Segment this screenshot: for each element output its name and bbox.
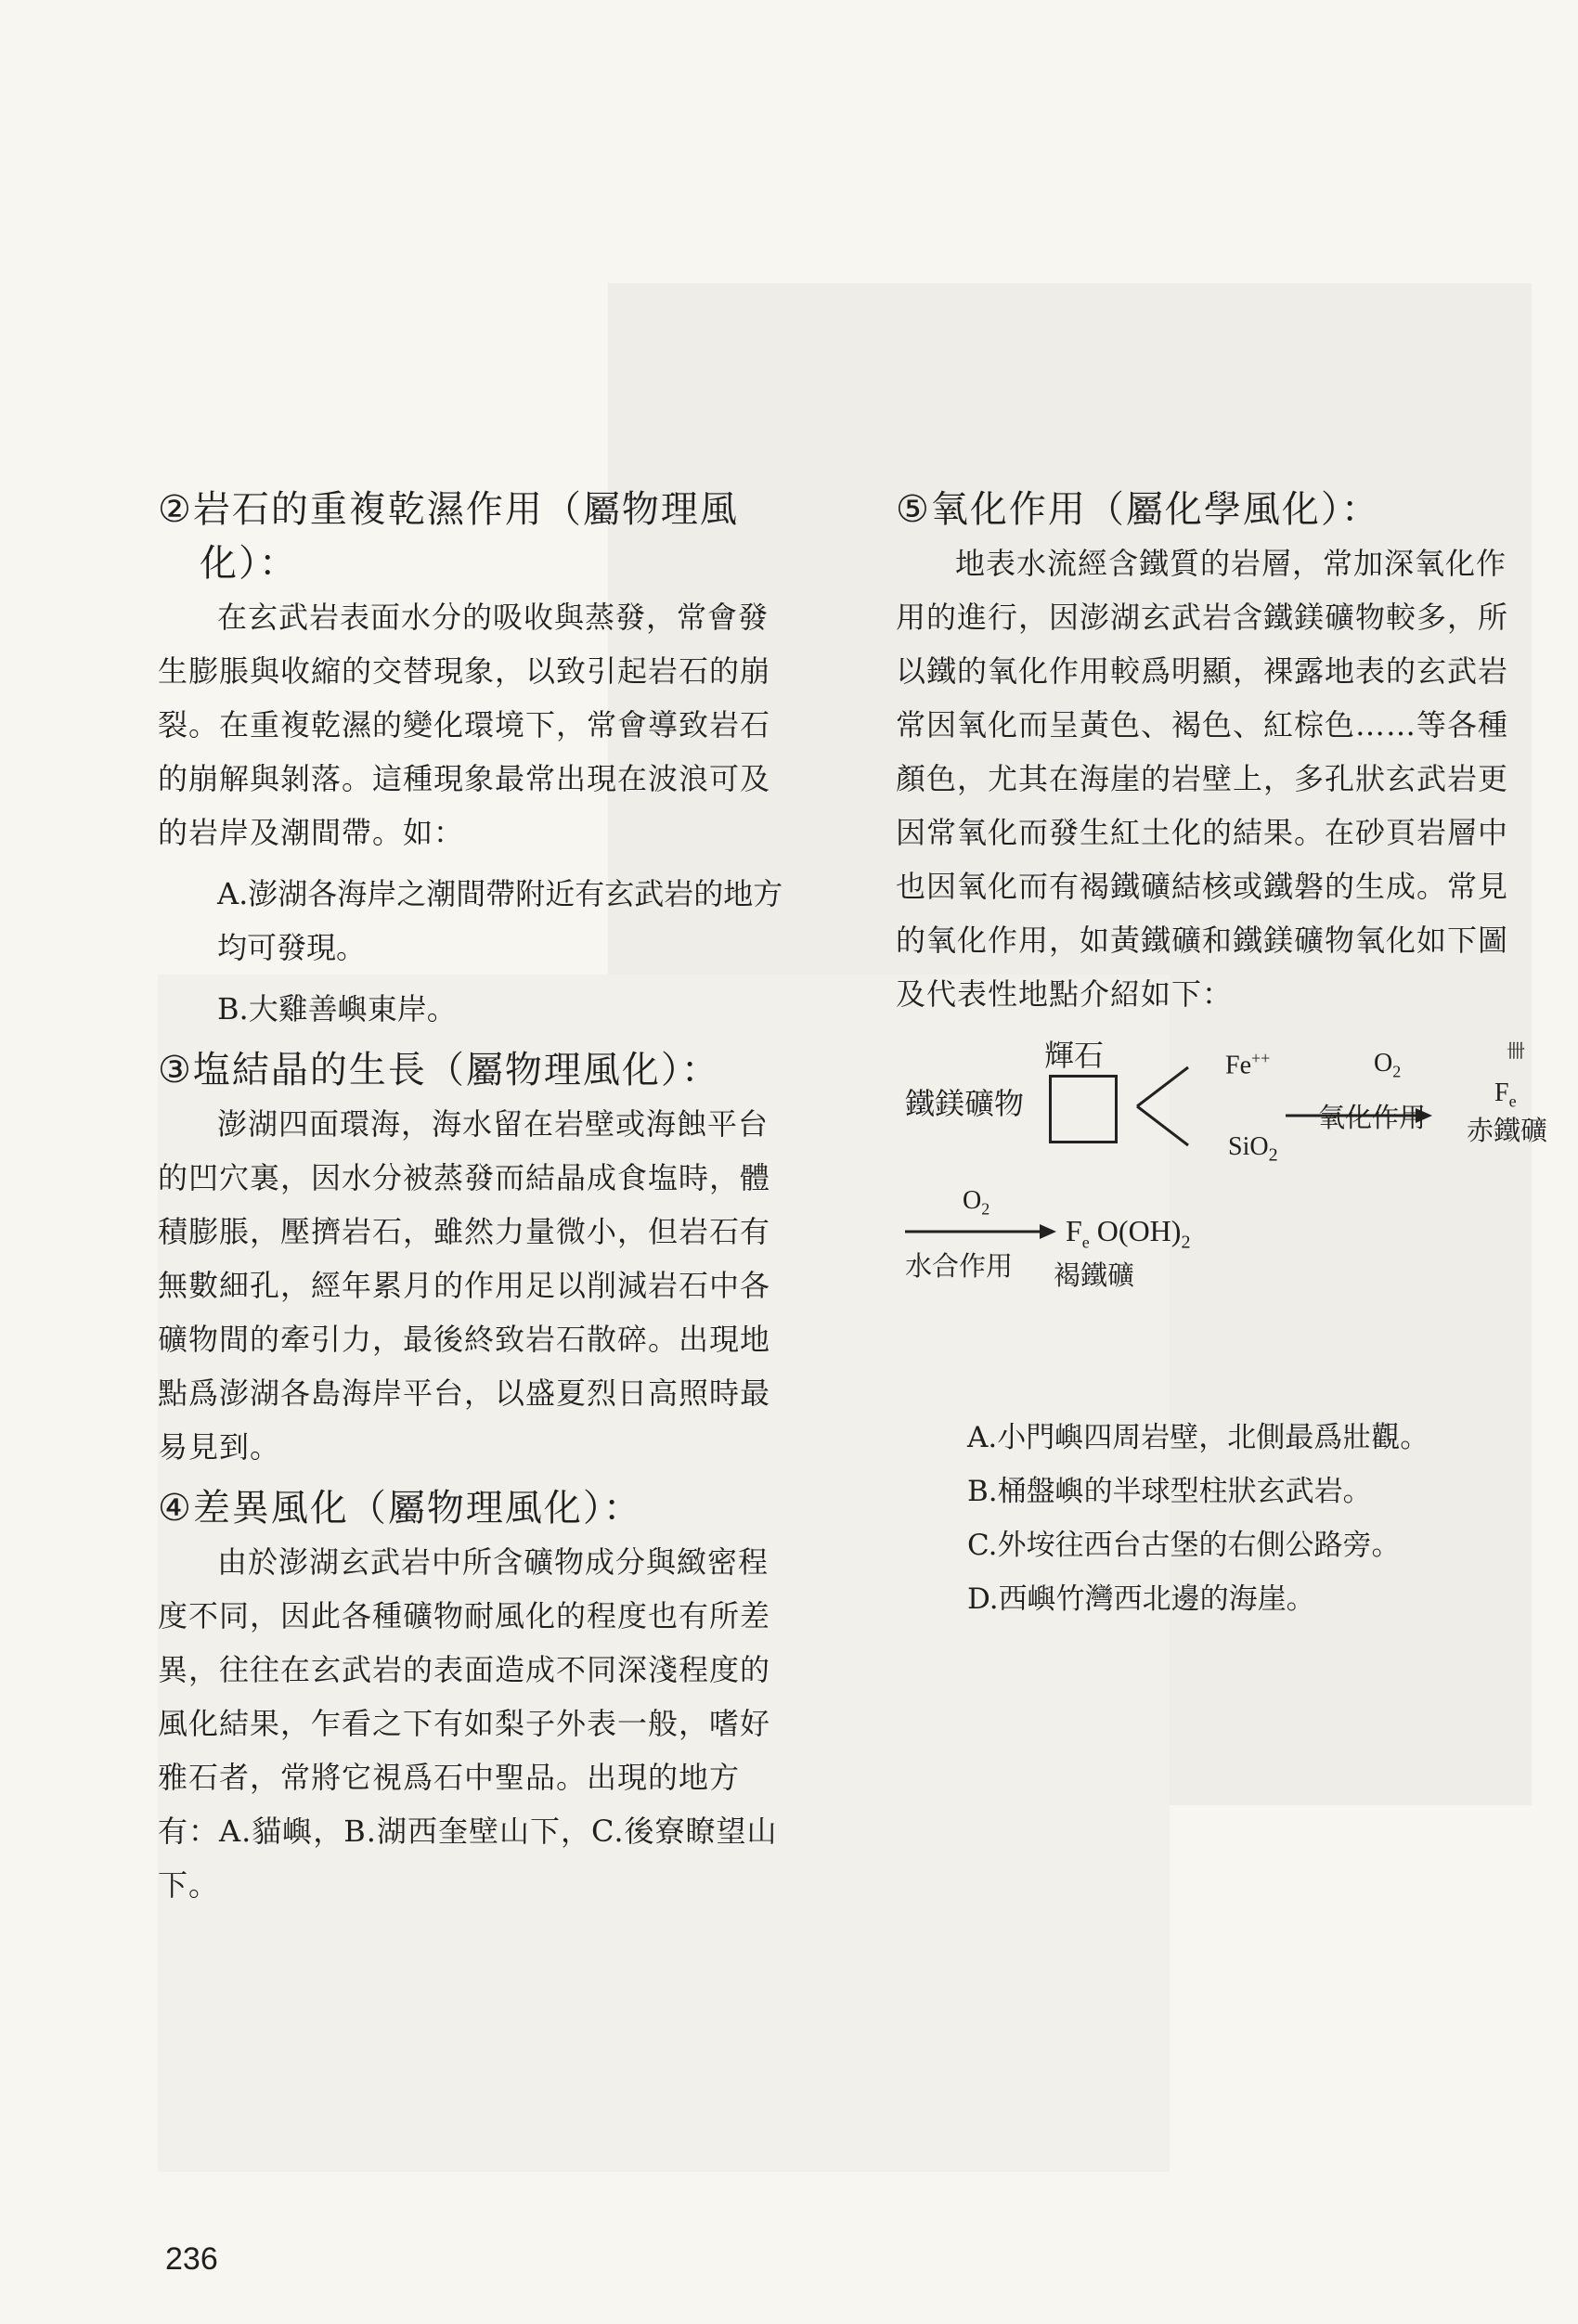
- limonite-label: 褐鐵礦: [1054, 1259, 1135, 1291]
- section-4-body: 由於澎湖玄武岩中所含礦物成分與緻密程度不同，因此各種礦物耐風化的程度也有所差異，往往在玄武岩的表面造成不同深淺程度的風化結果，乍看之下有如梨子外表一般，嗜好雅石者，常將它視爲石中聖品。出現的地方有：A.貓嶼，B.湖西奎壁山下，C.後寮瞭望山下。: [158, 1544, 778, 1903]
- reaction-lines: [1137, 1051, 1481, 1190]
- limonite-formula: $F_e$ $O(OH)_2$: [1066, 1214, 1191, 1253]
- oxidation-diagram: [896, 1032, 1548, 1394]
- location-list: [896, 1411, 1527, 1626]
- section-2-heading-text: ②岩石的重複乾濕作用（屬物理風: [158, 488, 739, 531]
- section-3-body: 澎湖四面環海，海水留在岩壁或海蝕平台的凹穴裏，因水分被蒸發而結晶成食塩時，體積膨脹，壓擠岩石，雖然力量微小，但岩石有無數細孔，經年累月的作用足以削減岩石中各礦物間的牽引力，最後終致岩石散碎。出現地點爲澎湖各島海岸平台，以盛夏烈日高照時最易見到。: [158, 1106, 771, 1465]
- section-5-body: 地表水流經含鐵質的岩層，常加深氧化作用的進行，因澎湖玄武岩含鐵鎂礦物較多，所以鐵的氧化作用較爲明顯，裸露地表的玄武岩常因氧化而呈黃色、褐色、紅棕色……等各種顏色，尤其在海崖的岩壁上，多孔狀玄武岩更因常氧化而發生紅土化的結果。在砂頁岩層中也因氧化而有褐鐵礦結核或鐵磐的生成。常見的氧化作用，如黃鐵礦和鐵鎂礦物氧化如下圖及代表性地點介紹如下：: [896, 546, 1509, 1012]
- hydration-arrow: [905, 1218, 1063, 1246]
- section-2-item-a: A.澎湖各海岸之潮間帶附近有玄武岩的地方均可發現。: [217, 876, 783, 965]
- section-2-heading-cont: 化）：: [200, 542, 298, 585]
- hematite-formula: $F_e$: [1494, 1078, 1517, 1111]
- hematite-charge: 卌: [1507, 1041, 1525, 1062]
- o2-hydration: $O_2$: [963, 1186, 990, 1219]
- oxidation-label: 氧化作用: [1318, 1102, 1427, 1133]
- section-2-body: 在玄武岩表面水分的吸收與蒸發，常會發生膨脹與收縮的交替現象，以致引起岩石的崩裂。在重複乾濕的變化環境下，常會導致岩石的崩解與剝落。這種現象最常出現在波浪可及的岩岸及潮間帶。如：: [158, 600, 771, 850]
- section-2-heading: [158, 483, 798, 590]
- hydration-label: 水合作用: [905, 1250, 1014, 1282]
- hematite-label: 赤鐵礦: [1467, 1115, 1548, 1146]
- list-item: D.西嶼竹灣西北邊的海崖。: [967, 1582, 1315, 1616]
- section-3-heading: ③塩結晶的生長（屬物理風化）：: [158, 1049, 720, 1091]
- section-2-item-b: B.大雞善嶼東岸。: [217, 991, 457, 1026]
- right-column: [896, 483, 1548, 1626]
- fe-ion: Fe++: [1225, 1049, 1271, 1080]
- o2-oxidation: $O_2$: [1374, 1049, 1402, 1081]
- list-item: B.桶盤嶼的半球型柱狀玄武岩。: [967, 1475, 1372, 1508]
- page-number: 236: [165, 2241, 218, 2277]
- list-item: C.外垵往西台古堡的右側公路旁。: [967, 1529, 1401, 1562]
- mineral-label: 鐵鎂礦物: [905, 1086, 1025, 1121]
- sio2-label: SiO$_2$: [1228, 1132, 1278, 1166]
- left-column: [158, 483, 798, 1912]
- section-5-heading: ⑤氧化作用（屬化學風化）：: [896, 488, 1380, 531]
- mineral-box: [1049, 1075, 1118, 1143]
- list-item: A.小門嶼四周岩壁，北側最爲壯觀。: [967, 1421, 1429, 1454]
- section-4-heading: ④差異風化（屬物理風化）：: [158, 1487, 642, 1530]
- pyroxene-label: 輝石: [1044, 1038, 1105, 1073]
